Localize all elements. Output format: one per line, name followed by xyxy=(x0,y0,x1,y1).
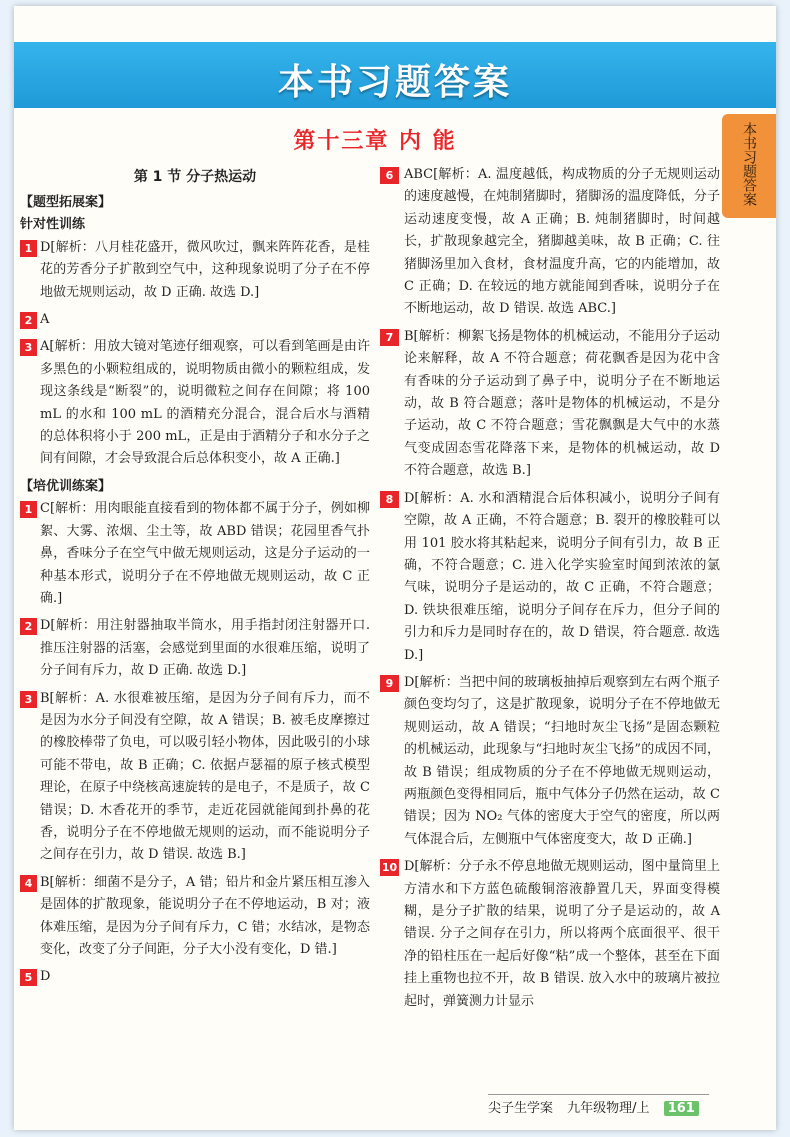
answer-text: D xyxy=(40,969,51,985)
answer-text: D[解析：八月桂花盛开，微风吹过，飘来阵阵花香，是桂花的芳香分子扩散到空气中，这种现象说明了分子在不停地做无规则运动，故 D 正确. 故选 D.] xyxy=(40,239,370,300)
answer-number: 5 xyxy=(20,969,37,986)
footer-book: 尖子生学案 xyxy=(488,1101,554,1116)
answer-item xyxy=(380,672,720,851)
answer-item xyxy=(380,488,720,667)
answer-text: D[解析：分子永不停息地做无规则运动，图中量筒里上方清水和下方蓝色硫酸铜溶液静置几天，界面变得模糊，是分子扩散的结果，说明了分子是运动的，故 A 错误. 分子之间存在引力，所以将两个底面很平、很干净的铅柱压在一起后好像“粘”成一个整体，甚至在下面挂上重物也拉不开，故 B 错误. 放入水中的玻璃片被拉起时，弹簧测力计显示 xyxy=(404,859,720,1009)
page-footer xyxy=(488,1094,709,1116)
answer-item xyxy=(20,688,370,867)
side-tab-label: 本书习题答案 xyxy=(741,122,757,206)
title-banner xyxy=(14,42,776,108)
answer-number: 2 xyxy=(20,312,37,329)
answer-text: A xyxy=(40,312,50,328)
left-column xyxy=(20,164,370,994)
answer-item xyxy=(20,966,370,988)
answer-number: 1 xyxy=(20,240,37,257)
answer-page xyxy=(14,6,776,1130)
answer-item xyxy=(20,309,370,331)
heading-advanced: 【培优训练案】 xyxy=(20,478,112,494)
right-column xyxy=(380,164,720,1018)
answer-text: B[解析：柳絮飞扬是物体的机械运动，不能用分子运动论来解释，故 A 不符合题意；荷花飘香是因为花中含有香味的分子运动到了鼻子中，说明分子在不断地运动，故 B 符合题意；落叶是物体的机械运动，不是分子运动，故 C 不符合题意；雪花飘飘是大气中的水蒸气变成固态雪花降落下来，是物体的机械运动，故 D 不符合题意，故选 B.] xyxy=(404,328,720,479)
answer-item xyxy=(380,164,720,321)
answer-number: 8 xyxy=(380,491,399,508)
answer-text: D[解析：当把中间的玻璃板抽掉后观察到左右两个瓶子颜色变均匀了，这是扩散现象，说明分子在不停地做无规则运动，故 A 错误；“扫地时灰尘飞扬”是固态颗粒的机械运动，此现象与“扫地时灰尘飞扬”的成因不同，故 B 错误；组成物质的分子在不停地做无规则运动，两瓶颜色变得相同后，瓶中气体分子仍然在运动，故 C 错误；因为 NO₂ 气体的密度大于空气的密度，所以两气体混合后，左侧瓶中气体密度变大，故 D 正确.] xyxy=(404,674,720,847)
answer-text: D[解析：A. 水和酒精混合后体积减小，说明分子间有空隙，故 A 正确，不符合题意；B. 裂开的橡胶鞋可以用 101 胶水将其粘起来，说明分子间有引力，故 B 正确，不符合题意；C. 进入化学实验室时闻到浓浓的氯气味，说明分子是运动的，故 C 正确，不符合题意；D. 铁块很难压缩，说明分子间存在斥力，但分子间的引力和斥力是同时存在的，故 D 错误，符合题意. 故选 D.] xyxy=(404,490,720,663)
answer-text: A[解析：用放大镜对笔迹仔细观察，可以看到笔画是由许多黑色的小颗粒组成的，说明物质由微小的颗粒组成，发现这条线是“断裂”的，说明微粒之间存在间隙；将 100 mL 的水和 100 mL 的酒精充分混合，混合后水与酒精的总体积将小于 200 mL，正是由于酒精分子和水分子之间有间隙，才会导致混合后总体积变小，故 A 正确.] xyxy=(40,339,370,467)
answer-text: D[解析：用注射器抽取半筒水，用手指封闭注射器开口. 推压注射器的活塞，会感觉到里面的水很难压缩，说明了分子间有斥力，故 D 正确. 故选 D.] xyxy=(40,618,370,679)
answer-text: B[解析：A. 水很难被压缩，是因为分子间有斥力，而不是因为水分子间没有空隙，故 A 错误；B. 被毛皮摩擦过的橡胶棒带了负电，可以吸引轻小物体，因此吸引的小球可能不带电，故 B 正确；C. 依据卢瑟福的原子核式模型理论，在原子中绕核高速旋转的是电子，不是质子，故 C 错误；D. 木香花开的季节，走近花园就能闻到扑鼻的花香，说明分子在不停地做无规则的运动，而不能说明分子之间存在引力，故 D 错误. 故选 B.] xyxy=(40,690,370,863)
answer-item xyxy=(20,336,370,470)
answer-number: 3 xyxy=(20,339,37,356)
answer-item xyxy=(20,615,370,682)
answer-item xyxy=(380,326,720,483)
answer-item xyxy=(380,856,720,1013)
page-number: 161 xyxy=(664,1101,699,1116)
answer-text: B[解析：细菌不是分子，A 错；铅片和金片紧压相互渗入是固体的扩散现象，能说明分子在不停地运动，B 对；液体难压缩，是因为分子间有斥力，C 错；水结冰，是物态变化，改变了分子间距，分子大小没有变化，D 错.] xyxy=(40,874,370,957)
chapter-title: 第十三章 内 能 xyxy=(293,129,457,154)
answer-item xyxy=(20,872,370,962)
section-title: 第 1 节 分子热运动 xyxy=(133,169,257,185)
answer-number: 6 xyxy=(380,167,399,184)
subheading-targeted: 针对性训练 xyxy=(20,217,86,233)
answer-text: ABC[解析：A. 温度越低，构成物质的分子无规则运动的速度越慢，在炖制猪脚时，猪脚汤的温度降低，分子运动速度变慢，故 A 正确；B. 炖制猪脚时，时间越长，扩散现象越完全，猪脚越美味，故 B 正确；C. 往猪脚汤里加入食材，食材温度升高，它的内能增加，故 C 正确；D. 在较远的地方就能闻到香味，说明分子在不断地运动，故 D 错误. 故选 ABC.] xyxy=(404,167,720,317)
answer-number: 9 xyxy=(380,675,399,692)
answer-text: C[解析：用肉眼能直接看到的物体都不属于分子，例如柳絮、大雾、浓烟、尘土等，故 ABD 错误；花园里香气扑鼻，香味分子在空气中做无规则运动，这是分子运动的一种基本形式，说明分子在不停地做无规则运动，故 C 正确.] xyxy=(40,501,370,606)
answer-number: 7 xyxy=(380,329,399,346)
answer-item xyxy=(20,498,370,610)
footer-grade: 九年级物理/上 xyxy=(567,1101,650,1116)
answer-item xyxy=(20,237,370,304)
answer-number: 10 xyxy=(381,861,398,875)
answer-number: 2 xyxy=(20,618,37,635)
answer-number: 4 xyxy=(20,875,37,892)
answer-number: 1 xyxy=(20,501,37,518)
banner-title: 本书习题答案 xyxy=(277,62,512,103)
heading-expansion: 【题型拓展案】 xyxy=(20,195,112,210)
answer-number: 3 xyxy=(20,691,37,708)
